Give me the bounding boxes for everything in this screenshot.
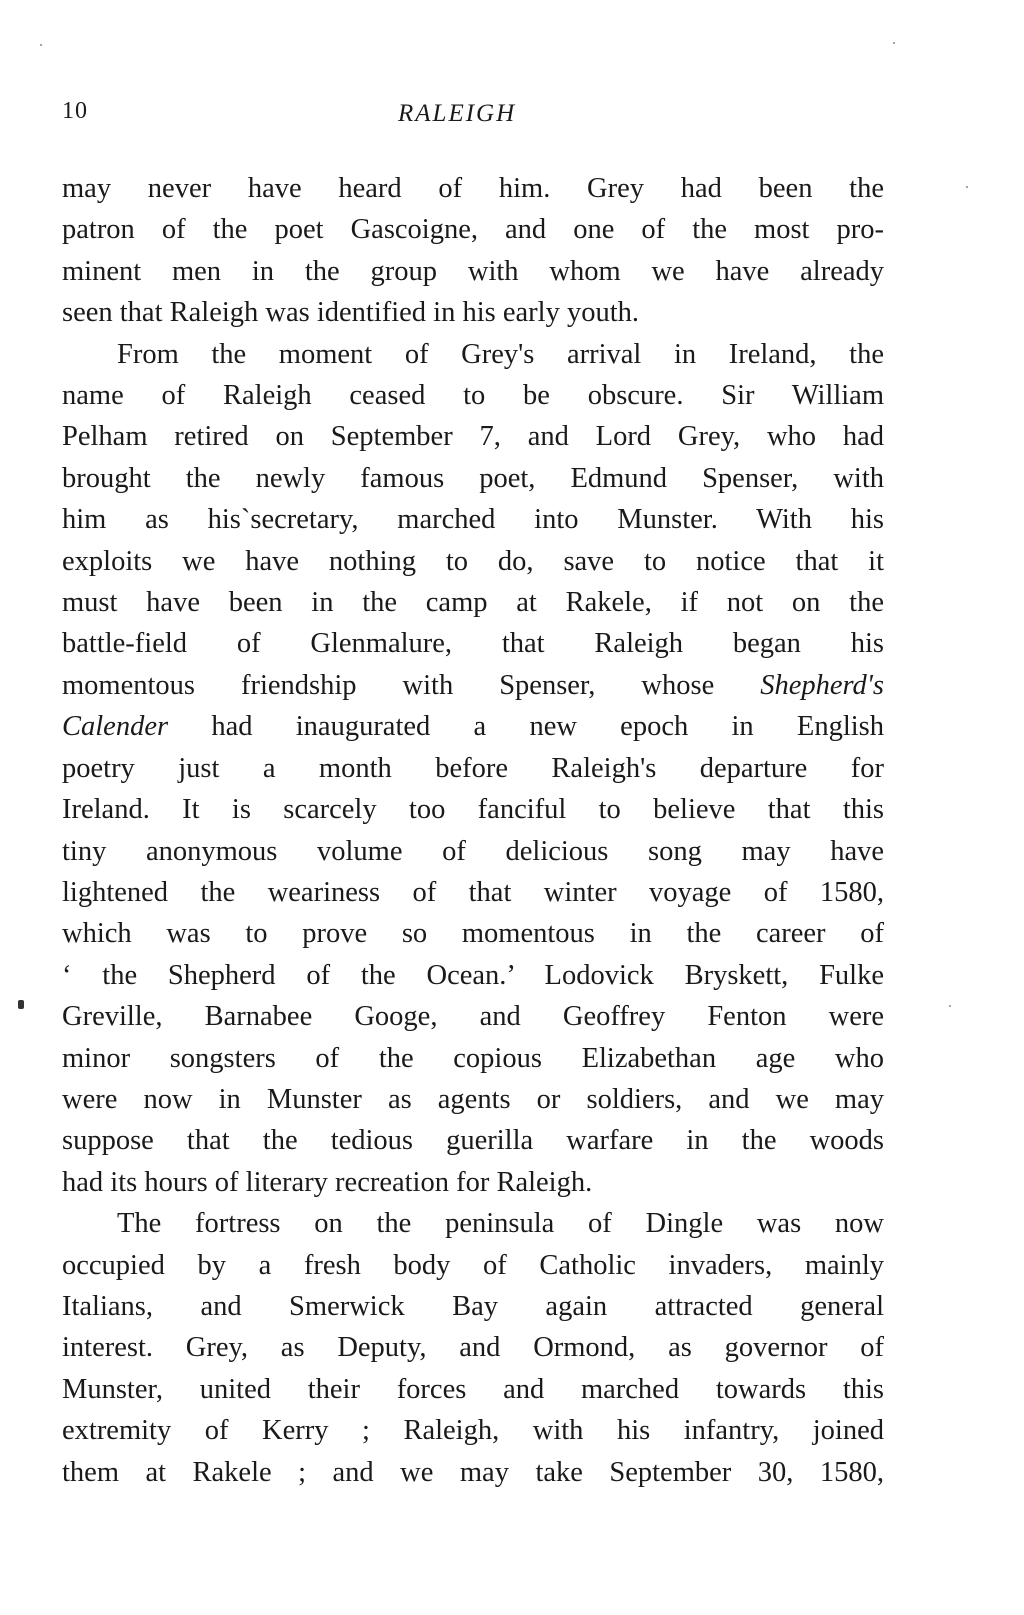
text-line: exploits we have nothing to do, save to notice that it xyxy=(62,545,884,577)
text-line: Ireland. It is scarcely too fanciful to believe that this xyxy=(62,794,884,826)
body-text xyxy=(62,168,884,1493)
text-line: ‘ the Shepherd of the Ocean.’ Lodovick Bryskett, Fulke xyxy=(62,959,884,991)
dust-dot xyxy=(893,42,895,44)
text-segment: momentous friendship with Spenser, whose xyxy=(62,669,761,701)
text-line: patron of the poet Gascoigne, and one of the most pro- xyxy=(62,214,884,246)
dust-dot xyxy=(40,44,42,46)
text-line: had its hours of literary recreation for Raleigh. xyxy=(62,1166,593,1198)
text-line: Pelham retired on September 7, and Lord Grey, who had xyxy=(62,421,884,453)
text-line: brought the newly famous poet, Edmund Spenser, with xyxy=(62,462,884,494)
text-line-with-title xyxy=(62,665,884,706)
text-line: extremity of Kerry ; Raleigh, with his infantry, joined xyxy=(62,1415,884,1447)
paragraph-2 xyxy=(62,334,884,1204)
text-line: must have been in the camp at Rakele, if not on the xyxy=(62,587,884,619)
paragraph-3 xyxy=(62,1203,884,1493)
text-line-with-title xyxy=(62,706,884,747)
text-line: Greville, Barnabee Googe, and Geoffrey Fenton were xyxy=(62,1001,884,1033)
dust-dot xyxy=(966,186,968,188)
text-line: were now in Munster as agents or soldiers, and we may xyxy=(62,1083,884,1115)
paragraph-1 xyxy=(62,168,884,334)
text-line: interest. Grey, as Deputy, and Ormond, as governor of xyxy=(62,1332,884,1364)
text-line: Munster, united their forces and marched towards this xyxy=(62,1373,884,1405)
text-line: which was to prove so momentous in the career of xyxy=(62,918,884,950)
ink-speck xyxy=(18,1000,24,1009)
text-line: poetry just a month before Raleigh's departure for xyxy=(62,752,884,784)
text-line: occupied by a fresh body of Catholic invaders, mainly xyxy=(62,1249,884,1281)
text-line: him as his`secretary, marched into Munster. With his xyxy=(62,504,884,536)
text-line: suppose that the tedious guerilla warfare in the woods xyxy=(62,1125,884,1157)
book-title-italic: Shepherd's xyxy=(760,669,884,701)
text-line: battle-field of Glenmalure, that Raleigh began his xyxy=(62,628,884,660)
text-line: The fortress on the peninsula of Dingle was now xyxy=(117,1208,884,1240)
dust-dot xyxy=(949,1005,951,1007)
page-number: 10 xyxy=(62,98,88,124)
text-line: tiny anonymous volume of delicious song may have xyxy=(62,835,884,867)
text-line: minent men in the group with whom we have already xyxy=(62,255,884,287)
running-title: RALEIGH xyxy=(398,100,517,127)
book-title-italic: Calender xyxy=(62,711,169,743)
text-line: Italians, and Smerwick Bay again attracted general xyxy=(62,1290,884,1322)
text-line: From the moment of Grey's arrival in Ireland, the xyxy=(117,338,884,370)
text-segment: had inaugurated a new epoch in English xyxy=(211,711,884,743)
text-line: minor songsters of the copious Elizabethan age who xyxy=(62,1042,884,1074)
text-line: may never have heard of him. Grey had been the xyxy=(62,173,884,204)
text-line: lightened the weariness of that winter voyage of 1580, xyxy=(62,876,884,908)
text-line: them at Rakele ; and we may take September 30, 1580, xyxy=(62,1456,884,1488)
text-line: name of Raleigh ceased to be obscure. Sir William xyxy=(62,380,884,412)
text-line: seen that Raleigh was identified in his early youth. xyxy=(62,297,639,329)
running-head xyxy=(62,98,894,138)
